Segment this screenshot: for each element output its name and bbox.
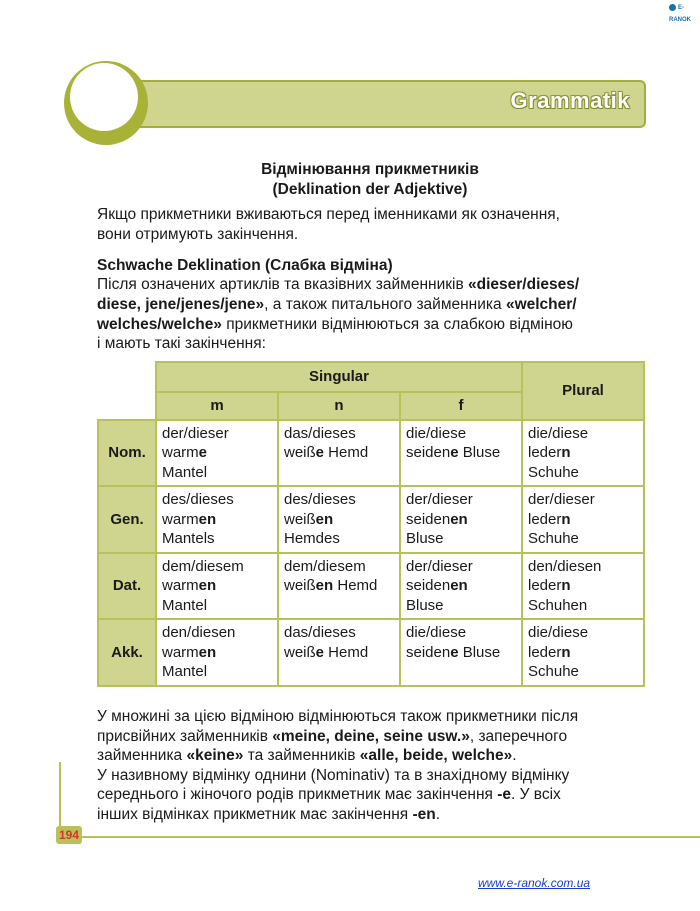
table-cell: der/dieser warme Mantel <box>156 420 278 487</box>
table-cell: das/dieses weiße Hemd <box>278 420 400 487</box>
publisher-logo <box>669 2 697 23</box>
table-cell: den/diesen ledern Schuhen <box>522 553 644 620</box>
gender-header-n: n <box>278 392 400 420</box>
table-cell: der/dieser seidenen Bluse <box>400 486 522 553</box>
website-link[interactable]: www.e-ranok.com.ua <box>478 876 591 890</box>
section-line4: і мають такі закінчення: <box>97 335 266 352</box>
section-line2: diese, jene/jenes/jene», а також питального займенника «welcher/ <box>97 296 577 313</box>
after-line2: присвійних займенників «meine, deine, seine usw.», заперечного <box>97 728 568 745</box>
table-row <box>98 486 644 553</box>
gender-header-f: f <box>400 392 522 420</box>
after-line4: У називному відмінку однини (Nominativ) та в знахідному відмінку <box>97 767 570 784</box>
declension-table <box>97 361 645 687</box>
table-cell: die/diese ledern Schuhe <box>522 619 644 686</box>
page-number: 194 <box>56 826 82 844</box>
table-cell: das/dieses weiße Hemd <box>278 619 400 686</box>
decor-circle-inner <box>70 63 138 131</box>
table-cell: die/diese seidene Bluse <box>400 619 522 686</box>
section-banner <box>118 80 646 128</box>
intro-line2: вони отримують закінчення. <box>97 226 299 243</box>
table-row <box>98 420 644 487</box>
singular-header: Singular <box>156 362 522 392</box>
table-corner <box>98 362 156 420</box>
case-label: Nom. <box>98 420 156 487</box>
table-cell: dem/diesem weißen Hemd <box>278 553 400 620</box>
table-cell: der/dieser seidenen Bluse <box>400 553 522 620</box>
table-cell: die/diese ledern Schuhe <box>522 420 644 487</box>
section-line1: Після означених артиклів та вказівних займенників «dieser/dieses/ <box>97 276 580 293</box>
heading-line1: Відмінювання прикметників <box>261 161 479 178</box>
table-row <box>98 619 644 686</box>
logo-text: E-RANOK <box>669 5 691 23</box>
table-cell: den/diesen warmen Mantel <box>156 619 278 686</box>
table-cell: die/diese seidene Bluse <box>400 420 522 487</box>
plural-header: Plural <box>522 362 644 420</box>
section-title: Schwache Deklination (Слабка відміна) <box>97 257 393 274</box>
after-line5: середнього і жіночого родів прикметник має закінчення -e. У всіх <box>97 786 561 803</box>
case-label: Gen. <box>98 486 156 553</box>
after-line3: займенника «keine» та займенників «alle, beide, welche». <box>97 747 517 764</box>
table-cell: dem/diesem warmen Mantel <box>156 553 278 620</box>
table-cell: der/dieser ledern Schuhe <box>522 486 644 553</box>
gender-header-m: m <box>156 392 278 420</box>
table-cell: des/dieses warmen Mantels <box>156 486 278 553</box>
intro-line1: Якщо прикметники вживаються перед іменниками як означення, <box>97 206 560 223</box>
logo-icon <box>669 4 676 11</box>
after-line6: інших відмінках прикметник має закінчення -en. <box>97 806 441 823</box>
banner-title: Grammatik <box>510 88 630 113</box>
case-label: Akk. <box>98 619 156 686</box>
after-line1: У множині за цією відміною відмінюються також прикметники після <box>97 708 579 725</box>
section-line3: welches/welche» прикметники відмінюються за слабкою відміною <box>97 316 573 333</box>
table-row <box>98 553 644 620</box>
heading-line2: (Deklination der Adjektive) <box>272 181 468 198</box>
table-cell: des/dieses weißen Hemdes <box>278 486 400 553</box>
case-label: Dat. <box>98 553 156 620</box>
footer-line <box>60 836 700 838</box>
